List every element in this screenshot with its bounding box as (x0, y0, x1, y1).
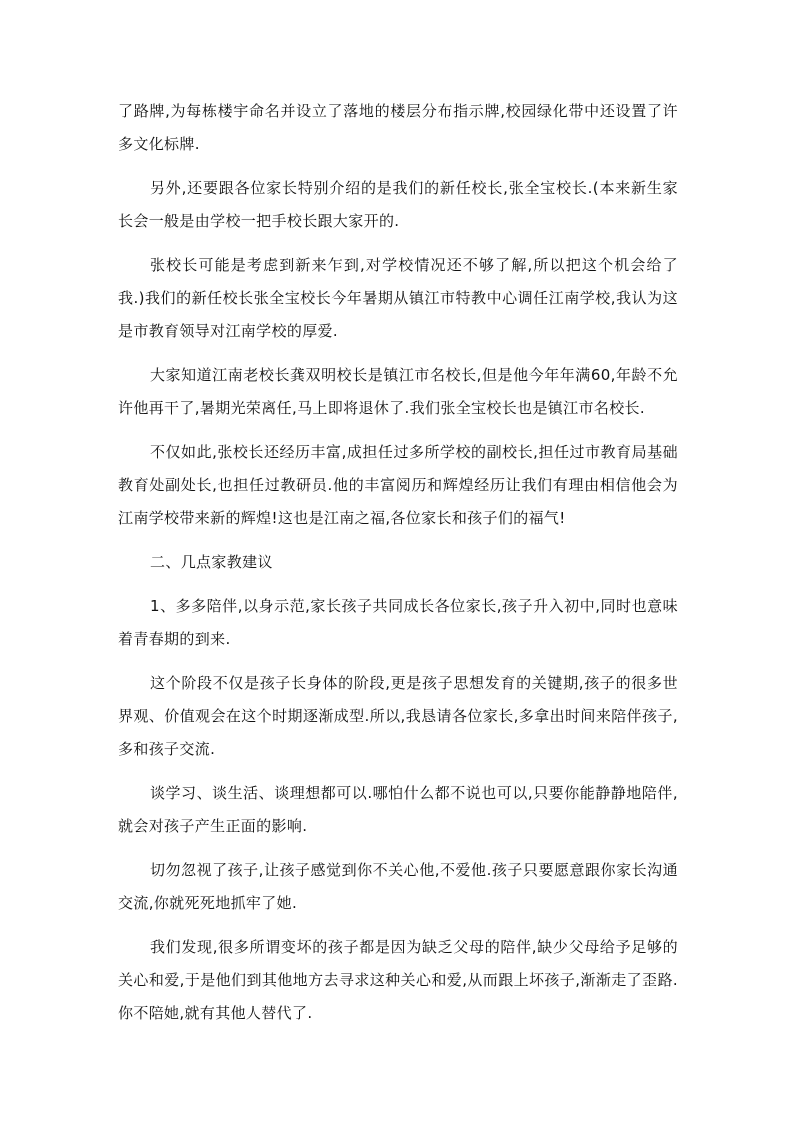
document-body (118, 95, 678, 1041)
paragraph-5: 不仅如此,张校长还经历丰富,成担任过多所学校的副校长,担任过市教育局基础教育处副处长,也担任过教研员.他的丰富阅历和辉煌经历让我们有理由相信他会为江南学校带来新的辉煌!这也是江南之福,各位家长和孩子们的福气! (118, 443, 678, 527)
paragraph-4: 大家知道江南老校长龚双明校长是镇江市名校长,但是他今年年满60,年龄不允许他再干了,暑期光荣离任,马上即将退休了.我们张全宝校长也是镇江市名校长. (118, 366, 678, 417)
paragraph-8: 这个阶段不仅是孩子长身体的阶段,更是孩子思想发育的关键期,孩子的很多世界观、价值观会在这个时期逐渐成型.所以,我恳请各位家长,多拿出时间来陪伴孩子,多和孩子交流. (118, 674, 678, 758)
paragraph-1: 了路牌,为每栋楼宇命名并设立了落地的楼层分布指示牌,校园绿化带中还设置了许多文化标牌. (118, 102, 678, 153)
paragraph-9: 谈学习、谈生活、谈理想都可以.哪怕什么都不说也可以,只要你能静静地陪伴,就会对孩子产生正面的影响. (118, 784, 678, 835)
paragraph-3: 张校长可能是考虑到新来乍到,对学校情况还不够了解,所以把这个机会给了我.)我们的新任校长张全宝校长今年暑期从镇江市特教中心调任江南学校,我认为这是市教育领导对江南学校的厚爱. (118, 256, 678, 340)
paragraph-11: 我们发现,很多所谓变坏的孩子都是因为缺乏父母的陪伴,缺少父母给予足够的关心和爱,于是他们到其他地方去寻求这种关心和爱,从而跟上坏孩子,渐渐走了歪路.你不陪她,就有其他人替代了. (118, 938, 678, 1022)
paragraph-10: 切勿忽视了孩子,让孩子感觉到你不关心他,不爱他.孩子只要愿意跟你家长沟通交流,你就死死地抓牢了她. (118, 861, 678, 912)
paragraph-2: 另外,还要跟各位家长特别介绍的是我们的新任校长,张全宝校长.(本来新生家长会一般是由学校一把手校长跟大家开的. (118, 179, 678, 230)
section-heading-advice: 二、几点家教建议 (150, 553, 273, 571)
paragraph-7: 1、多多陪伴,以身示范,家长孩子共同成长各位家长,孩子升入初中,同时也意味着青春期的到来. (118, 597, 678, 648)
